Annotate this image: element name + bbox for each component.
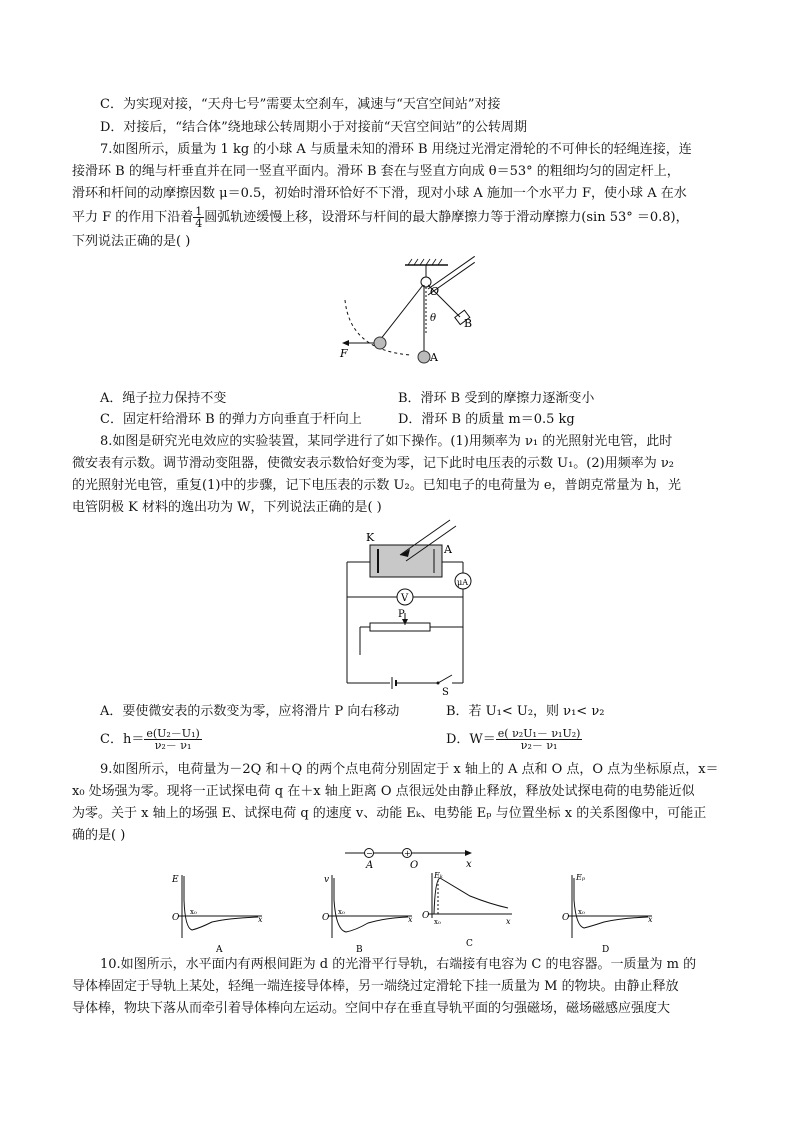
q7-stem-line2: 接滑环 B 的绳与杆垂直并在同一竖直平面内。滑环 B 套在与竖直方向成 θ＝53° 的粗细均匀的固定杆上， [72, 164, 680, 179]
x-axis-label: x [408, 915, 413, 924]
q9-graph-a [170, 870, 270, 955]
q7-stem-line4a: 平力 F 的作用下沿着 [72, 210, 194, 225]
q7-quarter-fraction [193, 206, 204, 229]
q8-option-b: B．若 U₁< U₂，则 ν₁< ν₂ [446, 704, 605, 719]
q8-option-c-prefix: C．h＝ [100, 732, 145, 747]
origin-label: O [172, 913, 180, 923]
x0-label: x₀ [434, 918, 441, 926]
negative-charge-sign: − [366, 849, 373, 858]
q8-option-a: A．要使微安表的示数变为零，应将滑片 P 向右移动 [100, 704, 400, 719]
q7-stem-line5: 下列说法正确的是( ) [72, 234, 191, 249]
x0-label: x₀ [190, 908, 197, 916]
voltmeter-label: V [401, 593, 409, 604]
y-axis-label: Eₖ [434, 871, 443, 880]
y-axis-label: E [172, 875, 179, 885]
q8-stem-line3: 的光照射光电管，重复(1)中的步骤，记下电压表的示数 U₂。已知电子的电荷量为 e，普朗克常量为 h，光 [72, 478, 682, 493]
q8-option-d-prefix: D．W＝ [446, 732, 496, 747]
q9-stem-line3: 为零。关于 x 轴上的场强 E、试探电荷 q 的速度 v、动能 Eₖ、电势能 Eₚ 与位置坐标 x 的关系图像中，可能正 [72, 806, 707, 821]
q10-stem-line1: 10.如图所示，水平面内有两根间距为 d 的光滑平行导轨，右端接有电容为 C 的电容器。一质量为 m 的 [100, 957, 697, 972]
fraction-denominator: ν₂－ ν₁ [520, 739, 558, 752]
x0-label: x₀ [338, 908, 345, 916]
q10-stem-line3: 导体棒，物块下落从而牵引着导体棒向左运动。空间中存在垂直导轨平面的匀强磁场，磁场磁感应强度大 [72, 1001, 671, 1016]
q9-axis-figure [340, 843, 480, 869]
label-K: K [366, 531, 375, 544]
q7-stem-line3: 滑环和杆间的动摩擦因数 μ＝0.5，初始时滑环恰好不下滑，现对小球 A 施加一个水平力 F，使小球 A 在水 [72, 186, 687, 201]
x-axis-label: x [258, 915, 263, 924]
q9-stem-line4: 确的是( ) [72, 828, 126, 843]
label-x: x [466, 859, 472, 869]
q7-option-c: C．固定杆给滑环 B 的弹力方向垂直于杆向上 [100, 412, 362, 427]
fraction-denominator: 4 [195, 217, 203, 230]
q7-stem-line4 [72, 206, 712, 229]
y-axis-label: Eₚ [576, 873, 586, 882]
q6-option-c: C．为实现对接，“天舟七号”需要太空刹车，减速与“天宫空间站”对接 [100, 97, 501, 112]
q8-stem-line1: 8.如图是研究光电效应的实验装置，某同学进行了如下操作。(1)用频率为 ν₁ 的光照射光电管，此时 [100, 434, 673, 449]
label-A: A [444, 543, 452, 556]
q8-option-d-fraction [496, 728, 583, 751]
q6-option-d: D．对接后，“结合体”绕地球公转周期小于对接前“天宫空间站”的公转周期 [100, 120, 528, 135]
label-A: A [430, 351, 438, 364]
q7-option-d: D．滑环 B 的质量 m＝0.5 kg [398, 412, 575, 427]
label-P: P [398, 609, 405, 620]
graph-caption: B [356, 945, 363, 955]
label-O: O [410, 860, 419, 869]
q7-option-a: A．绳子拉力保持不变 [100, 391, 227, 406]
x-axis-label: x [506, 917, 511, 926]
fraction-numerator: e( ν₂U₁－ ν₁U₂) [497, 727, 581, 740]
origin-label: O [562, 913, 570, 923]
q10-stem-line2: 导体棒固定于导轨上某处，轻绳一端连接导体棒，另一端绕过定滑轮下挂一质量为 M 的物块。由静止释放 [72, 979, 679, 994]
q9-stem-line2: x₀ 处场强为零。现将一正试探电荷 q 在＋x 轴上距离 O 点很远处由静止释放，释放处试探电荷的电势能近似 [72, 784, 695, 799]
origin-label: O [322, 913, 330, 923]
q8-stem-line2: 微安表有示数。调节滑动变阻器，使微安表示数恰好变为零，记下此时电压表的示数 U₁。(2)用频率为 ν₂ [72, 456, 674, 471]
x-axis-label: x [648, 915, 653, 924]
label-theta: θ [430, 313, 437, 324]
q9-stem-line1: 9.如图所示，电荷量为－2Q 和＋Q 的两个点电荷分别固定于 x 轴上的 A 点和 O 点，O 点为坐标原点，x＝ [100, 762, 719, 777]
q7-pulley-figure [330, 255, 500, 370]
label-O: O [430, 285, 440, 298]
positive-charge-sign: + [404, 849, 411, 858]
q8-option-c-fraction [144, 728, 201, 751]
label-A: A [366, 860, 374, 869]
q8-option-c [100, 728, 202, 751]
q8-stem-line4: 电管阴极 K 材料的逸出功为 W，下列说法正确的是( ) [72, 500, 382, 515]
q9-graph-c [420, 868, 520, 953]
fraction-numerator: 1 [195, 205, 203, 218]
origin-label: O [422, 911, 430, 921]
label-F: F [340, 347, 348, 360]
q7-stem-line4b: 圆弧轨迹缓慢上移，设滑环与杆间的最大静摩擦力等于滑动摩擦力(sin 53° ＝0.8)， [204, 210, 689, 225]
microammeter-label: μA [457, 578, 468, 587]
graph-caption: C [466, 939, 473, 949]
q8-circuit-figure [330, 515, 490, 695]
q8-option-d [446, 728, 582, 751]
graph-caption: A [216, 945, 223, 955]
x0-label: x₀ [578, 908, 585, 916]
graph-caption: D [602, 945, 610, 955]
fraction-numerator: e(U₂－U₁) [146, 727, 200, 740]
y-axis-label: v [324, 875, 330, 885]
fraction-denominator: ν₂－ ν₁ [154, 739, 192, 752]
label-S: S [442, 687, 449, 695]
q9-graph-b [320, 870, 420, 955]
q9-graph-d [560, 870, 660, 955]
q7-option-b: B．滑环 B 受到的摩擦力逐渐变小 [398, 391, 595, 406]
q7-stem-line1: 7.如图所示，质量为 1 kg 的小球 A 与质量未知的滑环 B 用绕过光滑定滑轮的不可伸长的轻绳连接，连 [100, 142, 692, 157]
label-B: B [464, 317, 473, 330]
